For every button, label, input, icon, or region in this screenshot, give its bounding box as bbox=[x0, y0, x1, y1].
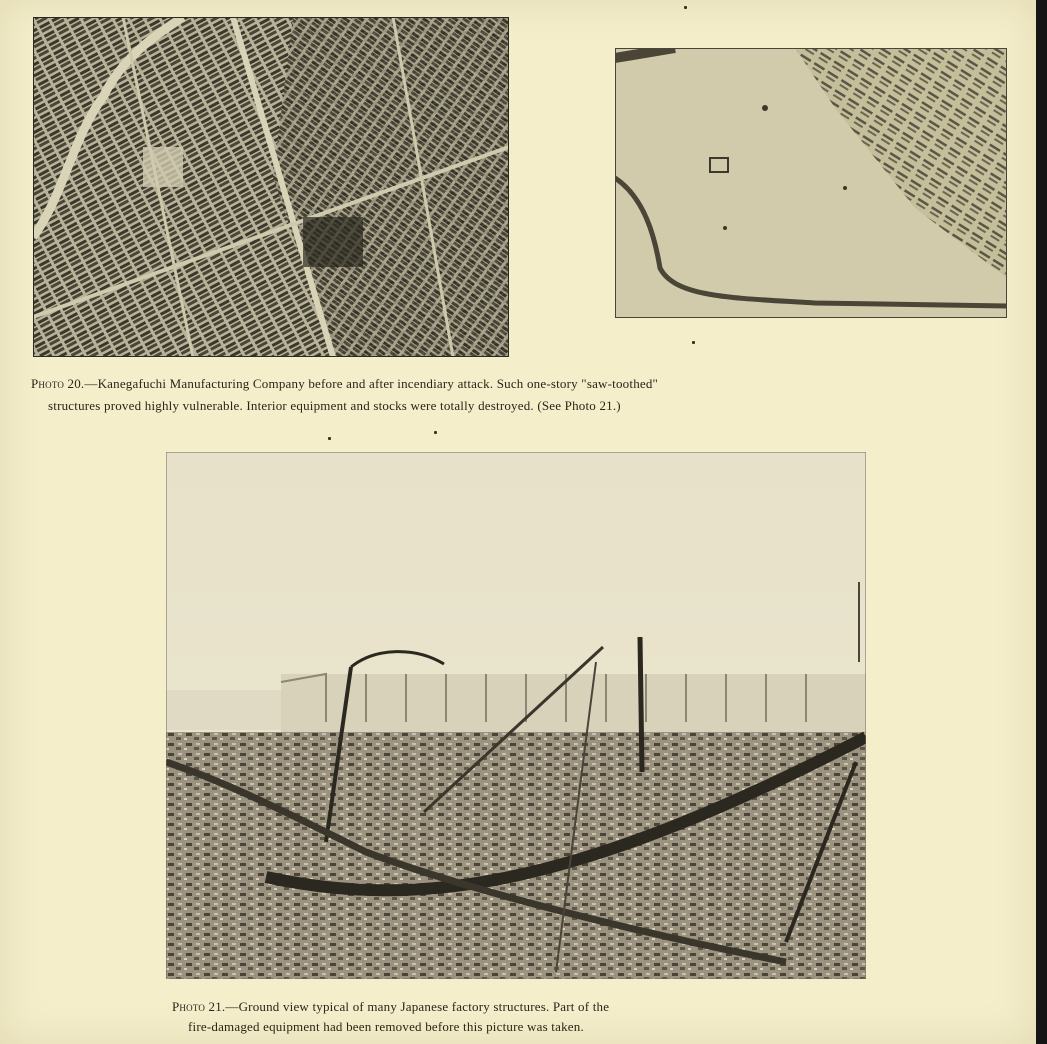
paper-speck bbox=[684, 6, 687, 9]
photo-20-caption-label: Photo 20. bbox=[31, 376, 85, 391]
photo-20-before-aerial bbox=[33, 17, 509, 357]
paper-speck bbox=[434, 431, 437, 434]
photo-21-caption-line-1 bbox=[172, 999, 609, 1015]
photo-21-caption-label: Photo 21. bbox=[172, 999, 226, 1014]
photo-20-after-aerial bbox=[615, 48, 1007, 318]
photo-20-caption-line-2: structures proved highly vulnerable. Interior equipment and stocks were totally destroyed. (See Photo 21.) bbox=[48, 398, 621, 413]
paper-speck bbox=[328, 437, 331, 440]
page-edge-frame bbox=[1036, 0, 1047, 1044]
photo-20-caption-text: —Kanegafuchi Manufacturing Company before and after incendiary attack. Such one-story "saw-toothed" bbox=[84, 376, 659, 391]
photo-21-caption-text: —Ground view typical of many Japanese factory structures. Part of the bbox=[225, 999, 610, 1014]
photo-20-caption-line-1 bbox=[31, 376, 658, 392]
paper-speck bbox=[692, 341, 695, 344]
photo-21-caption-line-2: fire-damaged equipment had been removed before this picture was taken. bbox=[188, 1019, 584, 1034]
photo-21-factory-ruins bbox=[166, 452, 866, 979]
